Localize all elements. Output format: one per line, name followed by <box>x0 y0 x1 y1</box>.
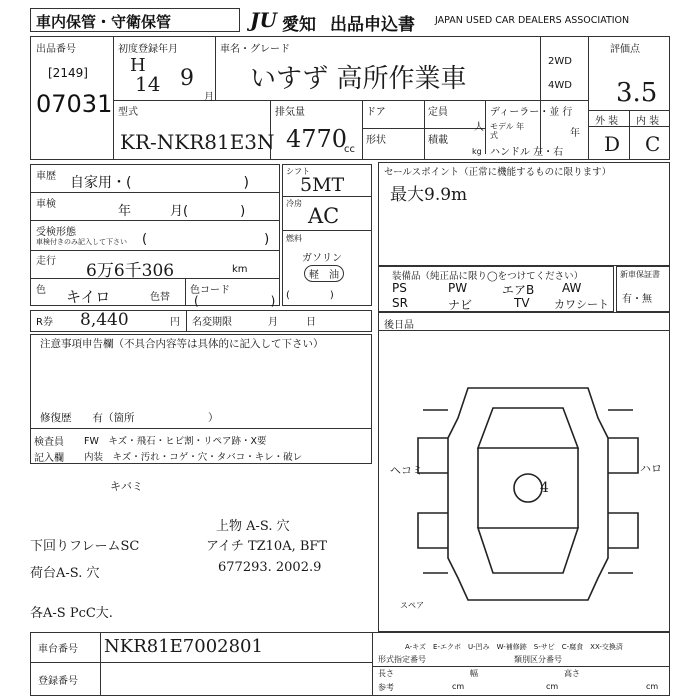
name-change-day: 日 <box>306 317 316 328</box>
dealer-label: ディーラー・並 行 <box>490 107 573 118</box>
width-label: 幅 <box>470 669 478 678</box>
mileage-label: 走行 <box>36 256 56 267</box>
chassis-value: NKR81E7002801 <box>104 636 263 657</box>
receipt-label: 受検形態 <box>36 227 76 238</box>
capacity-unit: 人 <box>474 122 484 133</box>
recycle-value: 8,440 <box>80 310 129 330</box>
equipment-label: 装備品（純正品に限り◯をつけてください） <box>392 271 584 282</box>
shape-label: 形状 <box>366 135 386 146</box>
storage-label: 車内保管・守衛保管 <box>36 13 172 31</box>
fuel-label: 燃料 <box>286 234 302 243</box>
color-value: キイロ <box>66 288 111 306</box>
memo-label: 後日品 <box>384 320 414 331</box>
length-unit: cm <box>452 682 465 691</box>
name-change-month: 月 <box>268 317 278 328</box>
hw-line2: 下回りフレームSC <box>30 539 140 554</box>
height-unit: cm <box>646 682 659 691</box>
height-label: 高さ <box>564 669 580 678</box>
spare-label: スペア <box>400 601 424 610</box>
equip-tv: TV <box>514 296 530 310</box>
shift-label: シフト <box>286 167 310 176</box>
displacement-unit: cc <box>344 144 355 155</box>
fuel-paren: ( ) <box>286 290 334 301</box>
registration-no-label: 登録番号 <box>38 676 78 687</box>
width-unit: cm <box>546 682 559 691</box>
lot-number: 07031 <box>36 90 113 118</box>
load-unit: kg <box>472 147 482 156</box>
damage-legend: A-キズ E-エクボ U-凹み W-補修跡 S-サビ C-腐食 XX-交換済 <box>405 643 623 651</box>
association-name: JAPAN USED CAR DEALERS ASSOCIATION <box>435 15 630 26</box>
new-warranty-label: 新車保証書 <box>620 270 660 279</box>
year-unit: 年 <box>570 128 580 139</box>
hw-line6: 各A-S PcC大. <box>30 606 113 621</box>
car-name-label: 車名・グレード <box>220 44 290 55</box>
ref-label: 参考 <box>378 683 394 692</box>
exterior-grade: D <box>604 132 621 156</box>
equip-sr: SR <box>392 296 408 310</box>
spec-label: 形式指定番号 <box>378 655 426 664</box>
interior-grade: C <box>645 132 661 156</box>
color-code-label: 色コード <box>190 285 230 296</box>
model-label: 型式 <box>118 107 138 118</box>
drive-4wd: 4WD <box>548 80 572 91</box>
grade-label: 評価点 <box>610 44 640 55</box>
exterior-label: 外 装 <box>595 116 619 127</box>
handle-label: ハンドル 左・右 <box>490 147 564 158</box>
diagram-left-note: ヘコミ <box>390 464 423 477</box>
diagram-center-note: 4 <box>540 480 549 496</box>
model-value: KR-NKR81E3N <box>120 130 275 154</box>
hw-line4: 荷台A-S. 穴 <box>30 566 100 581</box>
equip-airbag: エアB <box>502 283 535 297</box>
hw-line0: キバミ <box>110 480 143 493</box>
fuel-diesel: 軽 油 <box>304 265 344 282</box>
registration-era: H <box>130 55 146 76</box>
interior-label: 内 装 <box>636 116 660 127</box>
fw-line: FW キズ・飛石・ヒビ割・リペア跡・X要 <box>84 436 267 447</box>
receipt-note: 車検付きのみ記入して下さい <box>36 238 127 246</box>
fuel-gasoline: ガソリン <box>302 253 342 264</box>
equip-aw: AW <box>562 281 582 295</box>
form-title: 出品申込書 <box>330 15 415 35</box>
first-registration-label: 初度登録年月 <box>118 44 178 55</box>
ju-logo: JU <box>250 8 277 32</box>
color-code-value: ( ) <box>194 294 276 308</box>
diagram-right-note: ハロ <box>640 462 662 475</box>
color-label: 色 <box>36 285 46 296</box>
mileage-unit: km <box>232 264 248 275</box>
cooler-label: 冷房 <box>286 199 302 208</box>
lot-small-number: [2149] <box>48 66 88 80</box>
car-name: いすず 高所作業車 <box>250 64 467 94</box>
cooler-value: AC <box>308 204 340 228</box>
hw-line1: 上物 A-S. 穴 <box>216 519 290 534</box>
interior-line: 内装 キズ・汚れ・コゲ・穴・タバコ・キレ・破レ <box>84 452 303 463</box>
displacement-value: 4770 <box>286 125 348 153</box>
registration-year: 14 <box>135 72 161 96</box>
door-label: ドア <box>366 107 386 118</box>
load-label: 積載 <box>428 135 448 146</box>
sales-points-text: 最大9.9m <box>390 185 468 205</box>
equip-navi: ナビ <box>448 298 473 312</box>
repair-label: 修復歴 有（箇所 ） <box>40 412 219 424</box>
car-diagram <box>408 378 648 608</box>
equip-leather-seat: カワシート <box>554 298 609 311</box>
chassis-label: 車台番号 <box>38 644 78 655</box>
inspection-label: 車検 <box>36 199 56 210</box>
displacement-label: 排気量 <box>275 107 305 118</box>
color-change-label: 色替 <box>150 292 170 303</box>
hw-line5: 677293. 2002.9 <box>218 560 322 575</box>
sales-points-label: セールスポイント（正常に機能するものに限ります） <box>384 167 612 178</box>
recycle-label: R券 <box>36 317 53 328</box>
car-history-label: 車歴 <box>36 171 56 182</box>
entry-label: 記入欄 <box>34 453 64 464</box>
model-year-label: モデル 年式 <box>490 122 525 140</box>
hw-line3: アイチ TZ10A, BFT <box>206 539 328 554</box>
shift-value: 5MT <box>300 174 345 196</box>
category-label: 類別区分番号 <box>514 655 562 664</box>
recycle-unit: 円 <box>170 317 180 328</box>
inspector-label: 検査員 <box>34 437 64 448</box>
equip-pw: PW <box>448 281 468 295</box>
registration-month-unit: 月 <box>204 92 214 103</box>
receipt-value: ( ) <box>142 232 270 247</box>
name-change-label: 名変期限 <box>192 317 232 328</box>
car-history-value: 自家用・( ) <box>70 175 249 191</box>
mileage-value: 6万6千306 <box>86 261 175 281</box>
equip-ps: PS <box>392 281 407 295</box>
new-warranty-value: 有・無 <box>622 294 652 305</box>
inspection-value: 年 月( ) <box>118 204 246 219</box>
grade-value: 3.5 <box>616 78 658 108</box>
length-label: 長さ <box>378 669 394 678</box>
lot-number-label: 出品番号 <box>36 44 76 55</box>
drive-2wd: 2WD <box>548 56 572 67</box>
notes-label: 注意事項申告欄（不具合内容等は具体的に記入して下さい） <box>40 338 324 350</box>
capacity-label: 定員 <box>428 107 448 118</box>
company-name: 愛知 <box>282 15 316 35</box>
registration-month: 9 <box>180 66 194 91</box>
